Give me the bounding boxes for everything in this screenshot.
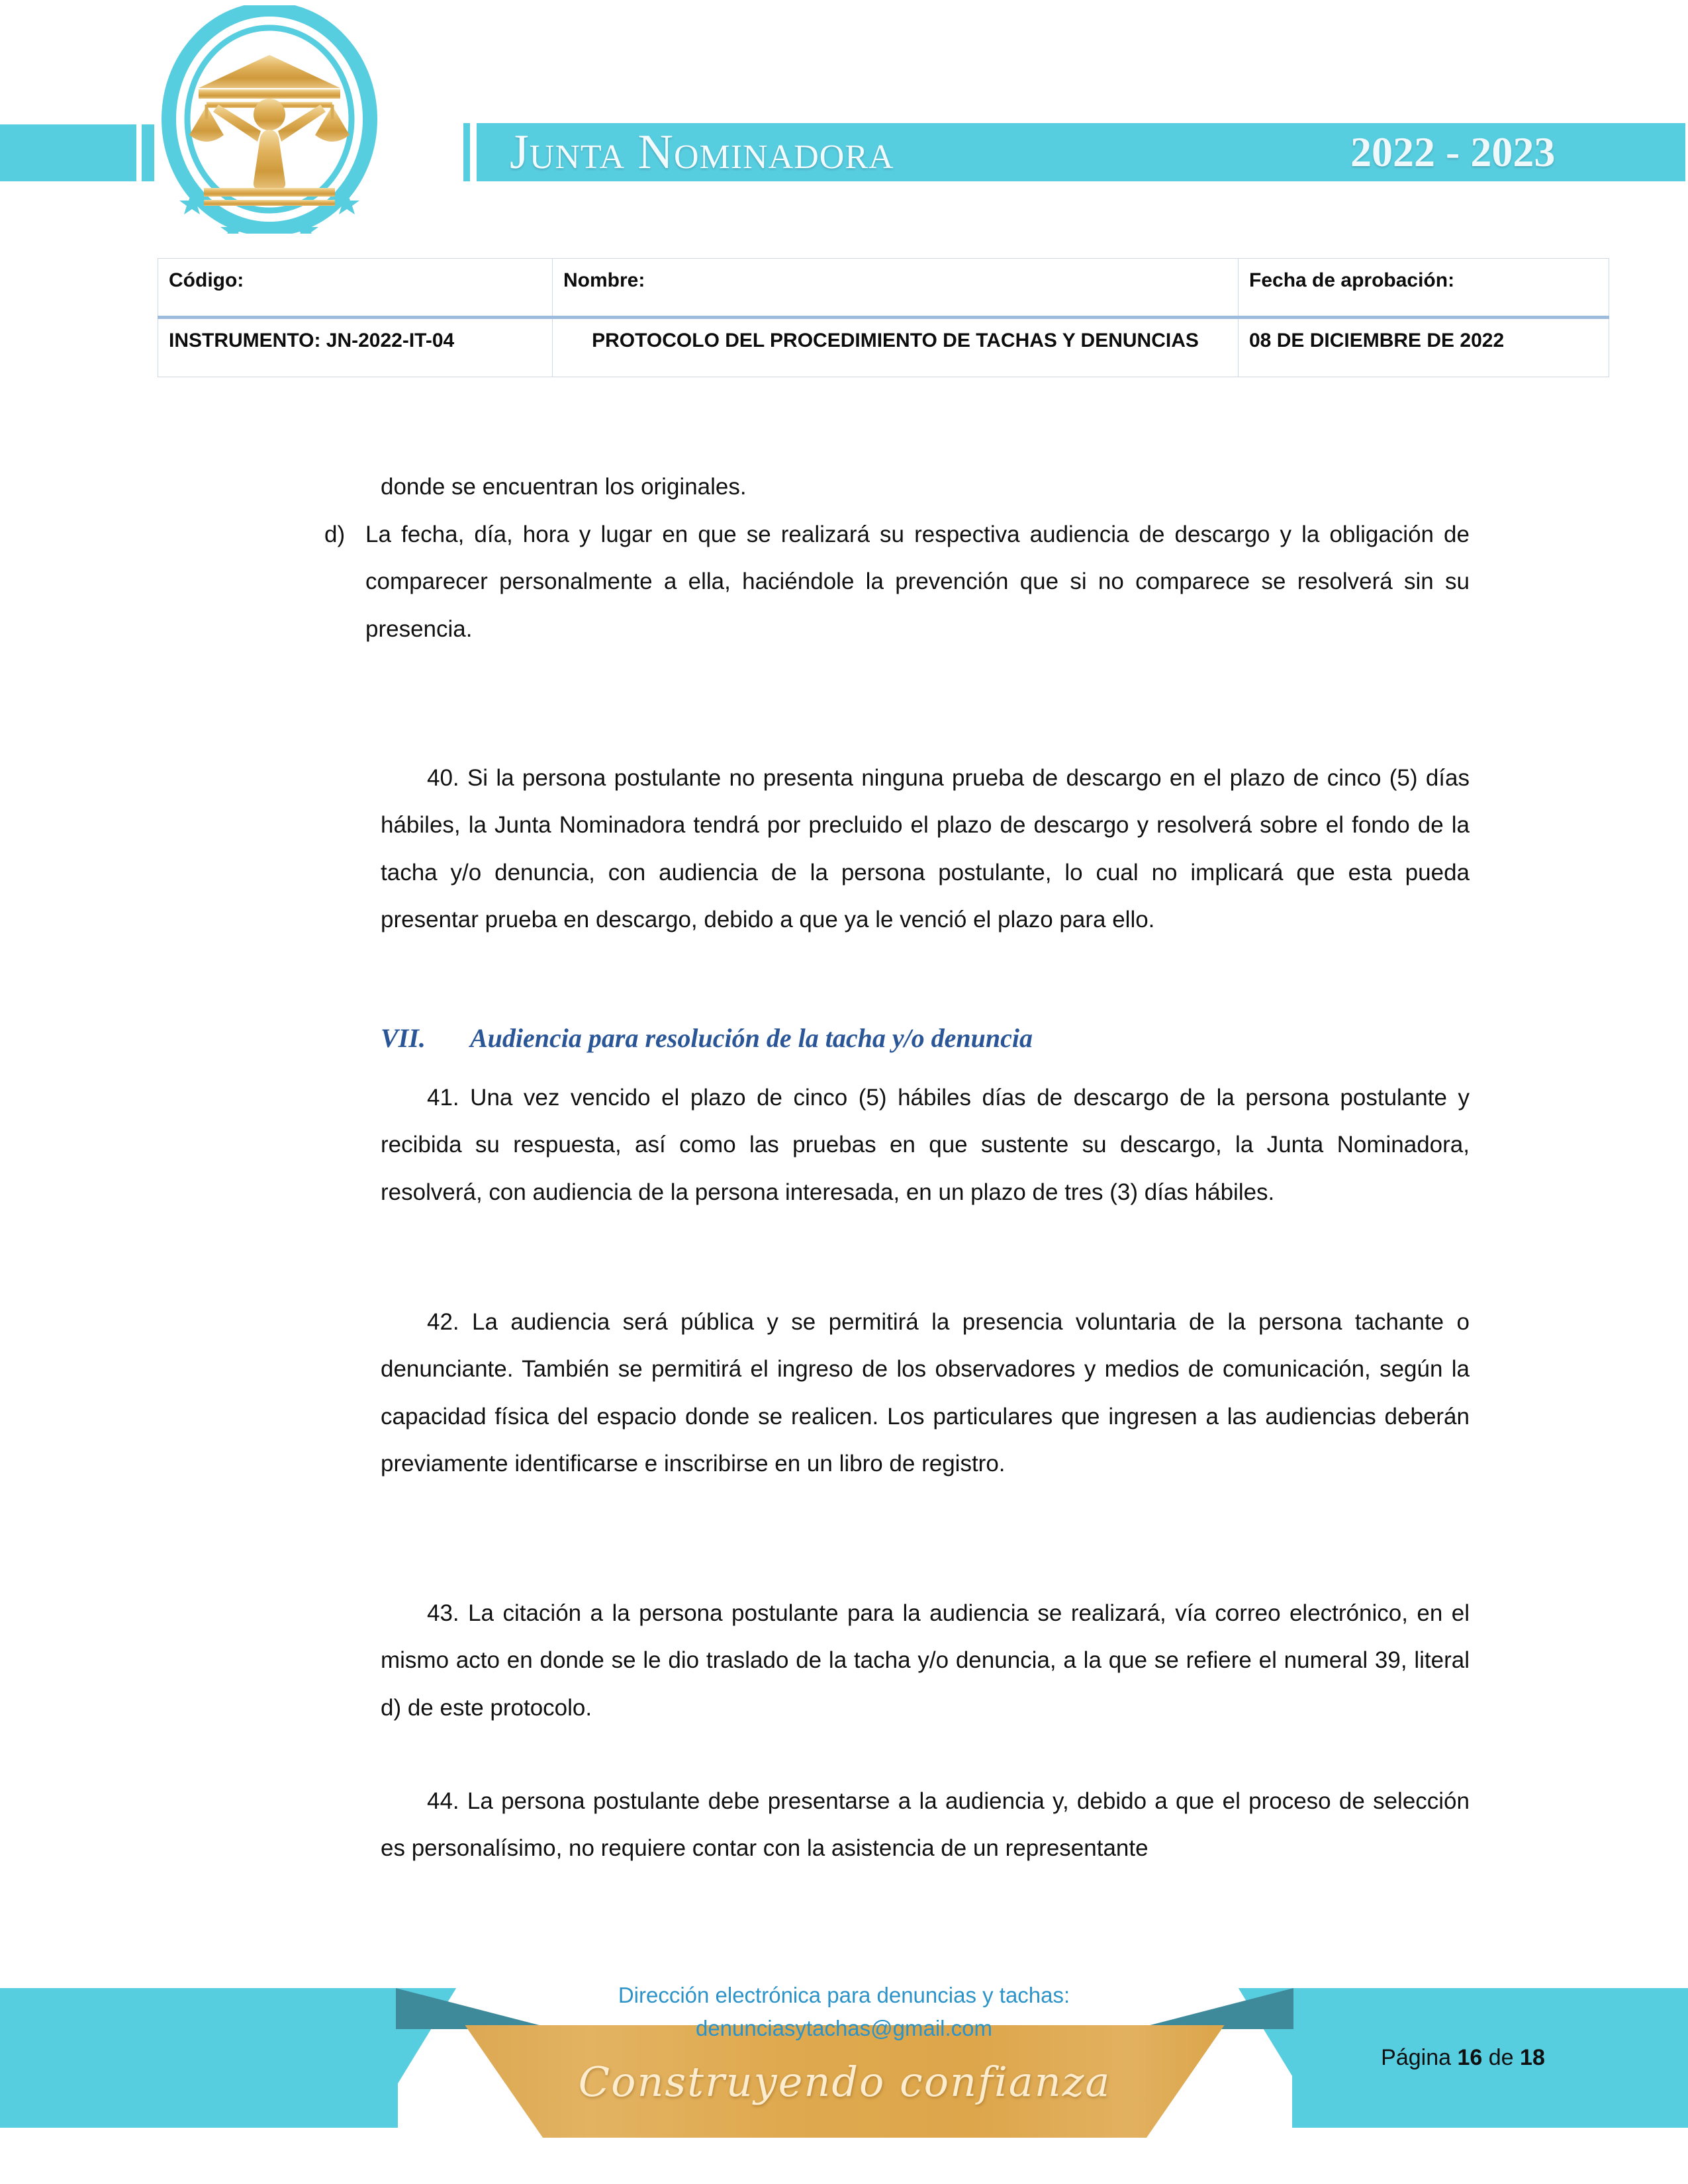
document-info-table — [158, 258, 1609, 377]
table-header-nombre: Nombre: — [553, 259, 1239, 318]
page-footer — [0, 1979, 1688, 2184]
junta-nominadora-seal-icon — [160, 5, 379, 234]
footer-contact — [0, 1979, 1688, 2044]
table-value-codigo: INSTRUMENTO: JN-2022-IT-04 — [158, 317, 553, 377]
header-band-left-tick — [142, 124, 154, 181]
list-item-marker: d) — [324, 522, 346, 547]
paragraph-43: 43. La citación a la persona postulante para la audiencia se realizará, vía correo electrónico, en el mismo acto en donde se le dio traslado de la tacha y/o denuncia, a la que se refiere el numeral 39, literal d) de este protocolo. — [381, 1600, 1470, 1721]
footer-slogan: Construyendo confianza — [578, 2057, 1111, 2106]
table-value-fecha: 08 DE DICIEMBRE DE 2022 — [1239, 317, 1609, 377]
section-number: VII. — [381, 1023, 426, 1053]
header-band-left-segment — [0, 124, 136, 181]
page-number-middle: de — [1488, 2045, 1514, 2070]
paragraph-41: 41. Una vez vencido el plazo de cinco (5) hábiles días de descargo de la persona postulante y recibida su respuesta, así como las pruebas en que sustente su descargo, la Junta Nominadora, resolverá, con audiencia de la persona interesada, en un plazo de tres (3) días hábiles. — [381, 1085, 1470, 1205]
continuation-line: donde se encuentran los originales. — [381, 474, 747, 500]
section-title: Audiencia para resolución de la tacha y/o denuncia — [470, 1023, 1033, 1053]
page-number-current: 16 — [1457, 2045, 1483, 2070]
table-header-codigo: Código: — [158, 259, 553, 318]
table-value-nombre: PROTOCOLO DEL PROCEDIMIENTO DE TACHAS Y DENUNCIAS — [553, 317, 1239, 377]
page-number-total: 18 — [1520, 2045, 1545, 2070]
footer-email-address[interactable]: denunciasytachas@gmail.com — [695, 2015, 993, 2040]
footer-email-label: Dirección electrónica para denuncias y tachas: — [618, 1983, 1070, 2007]
list-item — [324, 511, 1470, 653]
page-number-prefix: Página — [1381, 2045, 1452, 2070]
paragraph-44: 44. La persona postulante debe presentarse a la audiencia y, debido a que el proceso de selección es personalísimo, no requiere contar con la asistencia de un representante — [381, 1788, 1470, 1862]
list-item-text: La fecha, día, hora y lugar en que se realizará su respectiva audiencia de descargo y la obligación de comparecer personalmente a ella, haciéndole la prevención que si no comparece se resolverá sin su presencia. — [365, 522, 1470, 642]
section-heading-vii — [381, 1023, 1473, 1054]
header-title: Junta Nominadora — [510, 124, 894, 179]
table-header-fecha: Fecha de aprobación: — [1239, 259, 1609, 318]
page-number — [1331, 2045, 1595, 2071]
paragraph-40: 40. Si la persona postulante no presenta ninguna prueba de descargo en el plazo de cinco (5) días hábiles, la Junta Nominadora tendrá por precluido el plazo de descargo y resolverá sobre el fondo de la tacha y/o denuncia, con audiencia de la persona postulante, lo cual no implicará que esta pueda presentar prueba en descargo, debido a que ya le venció el plazo para ello. — [381, 765, 1470, 933]
header-years: 2022 - 2023 — [1350, 128, 1556, 175]
header-band-divider-tick — [463, 123, 470, 181]
table-row-values — [158, 317, 1609, 377]
paragraph-42: 42. La audiencia será pública y se permitirá la presencia voluntaria de la persona tachante o denunciante. También se permitirá el ingreso de los observadores y medios de comunicación, según la capacidad física del espacio donde se realicen. Los particulares que ingresen a las audiencias deberán previamente identificarse e inscribirse en un libro de registro. — [381, 1309, 1470, 1477]
table-row-headers — [158, 259, 1609, 318]
